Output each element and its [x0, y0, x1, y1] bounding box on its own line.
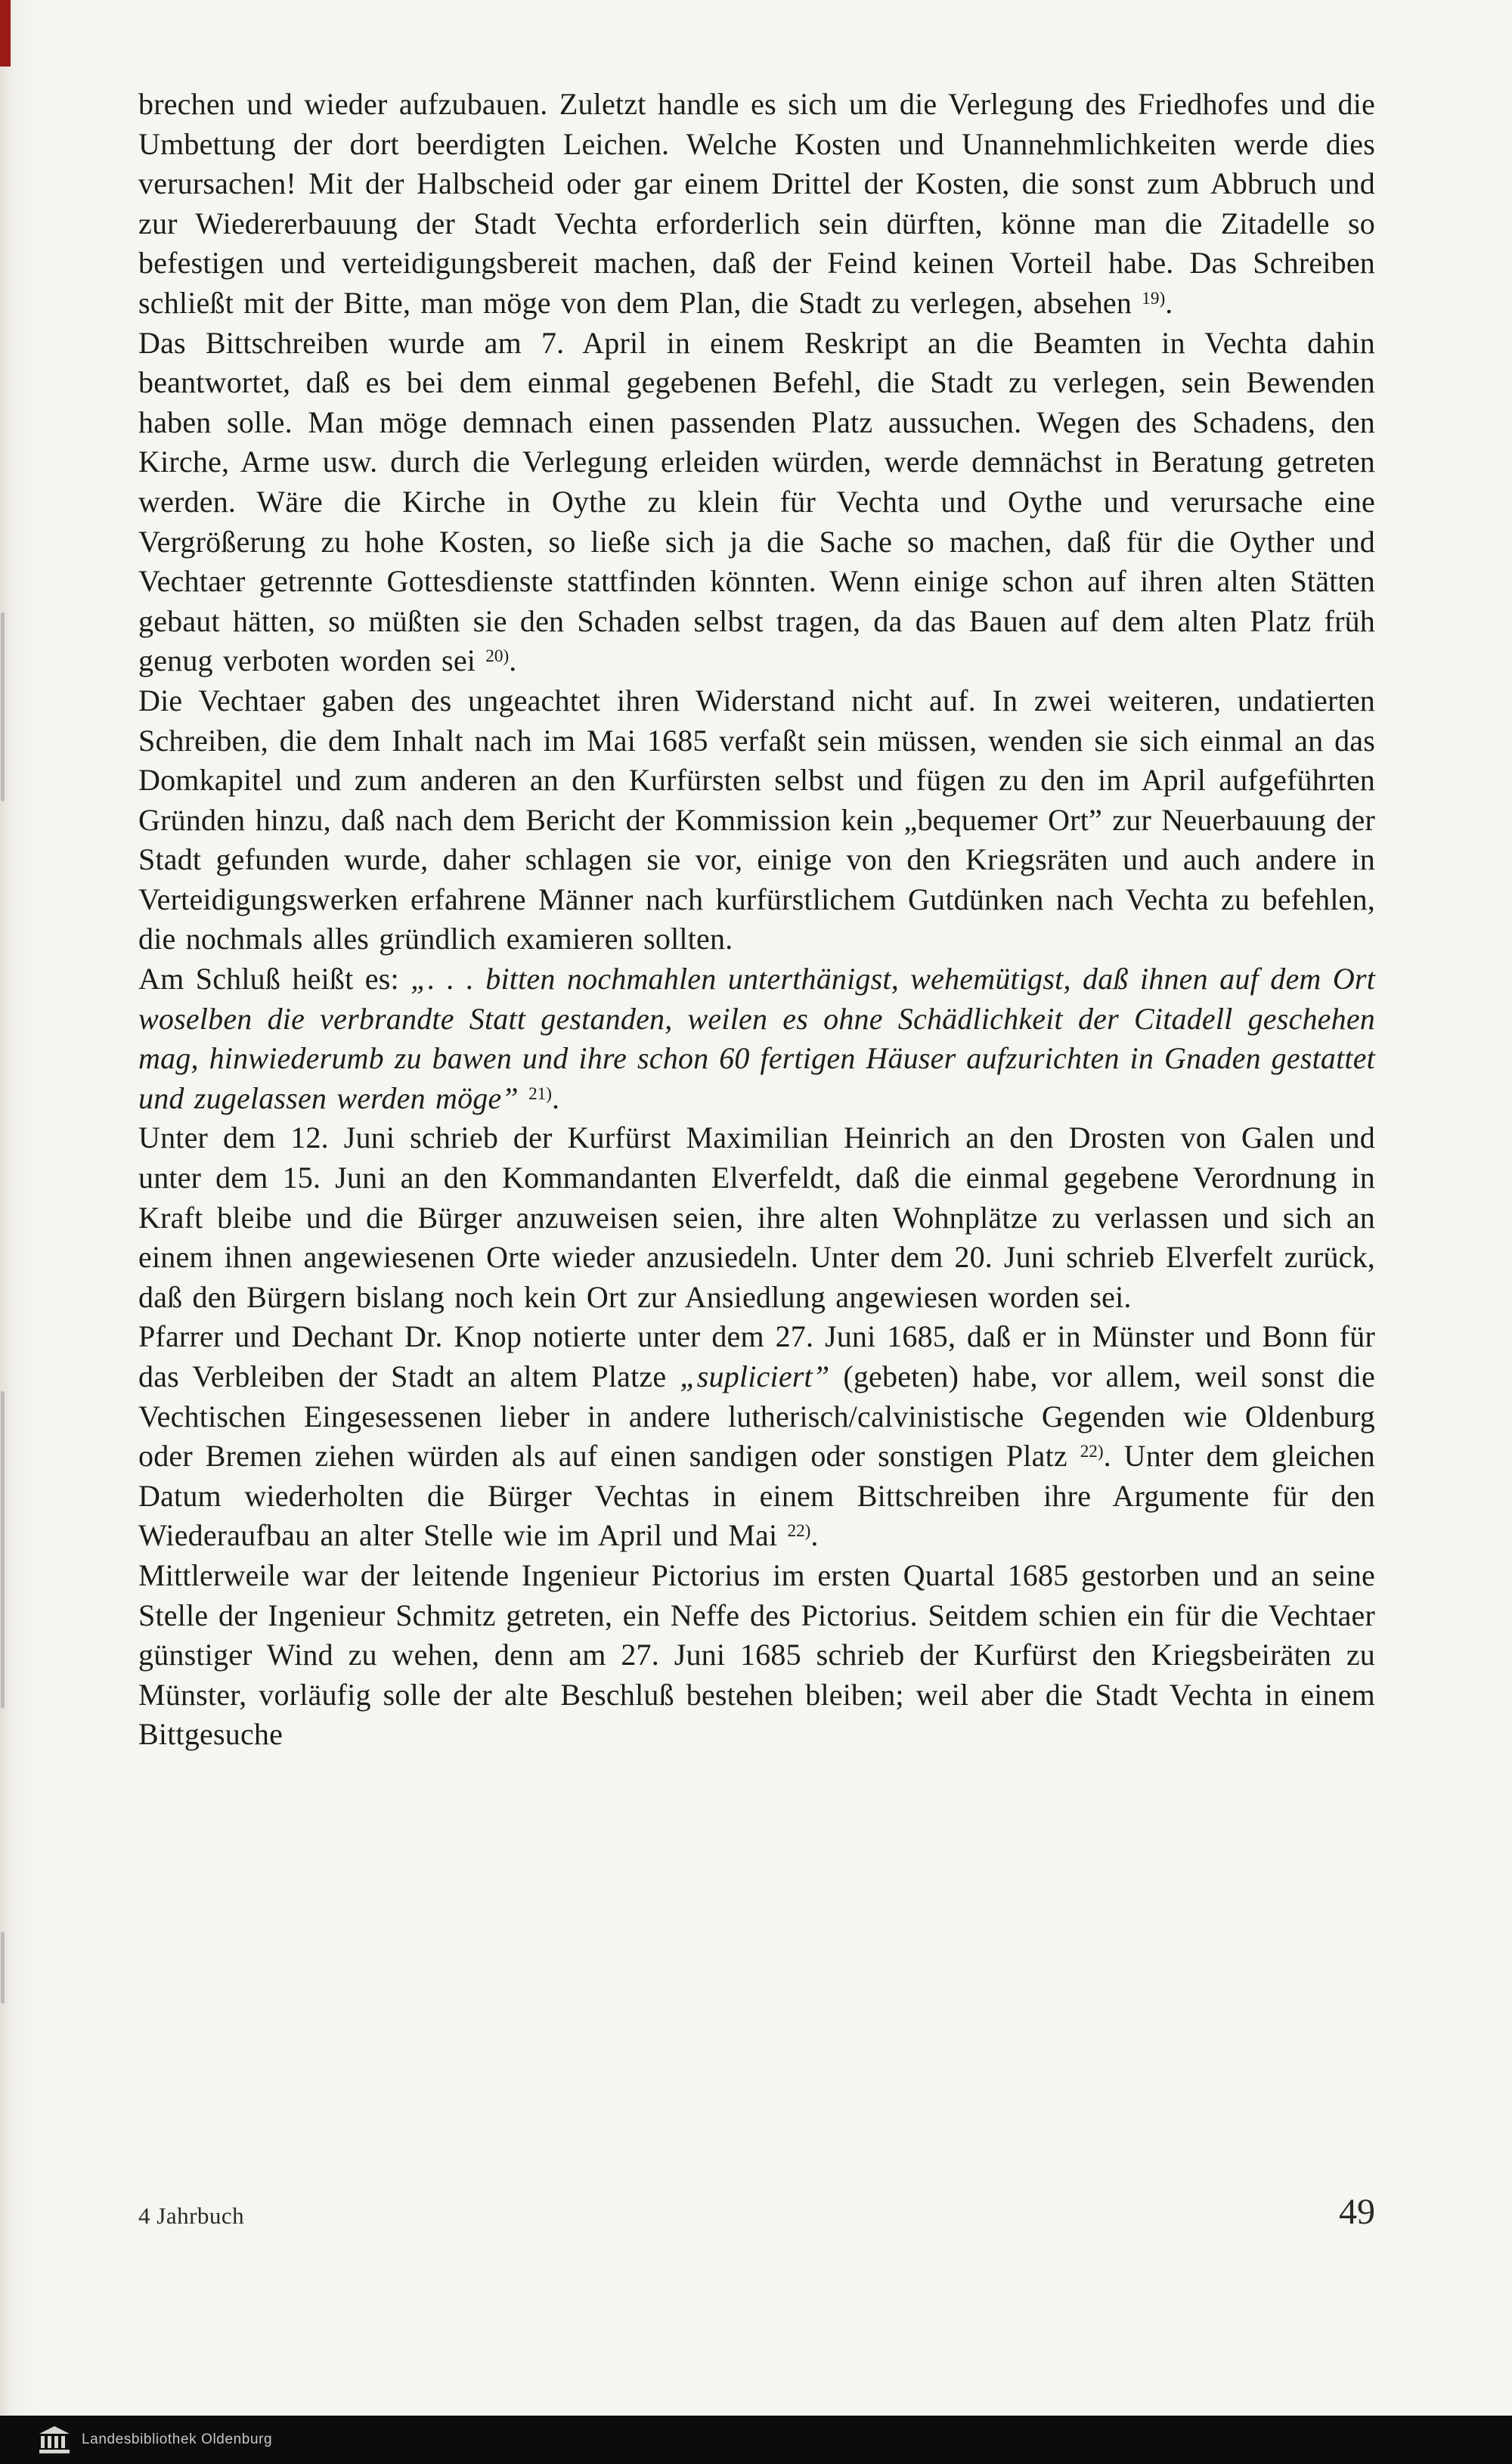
page-number: 49	[1339, 2192, 1375, 2232]
body-text: . Unter dem gleichen Datum wiederholten die Bürger Vechtas in einem Bittschreiben ihre Argumente für den Wiederaufbau an alter Stelle wie im April und Mai	[138, 1439, 1375, 1553]
library-logo-icon	[38, 2425, 71, 2455]
scan-artifact-red	[0, 0, 11, 67]
body-text: brechen und wieder aufzubauen. Zuletzt handle es sich um die Verlegung des Friedhofes und die Umbettung der dort beerdigten Leichen. Welche Kosten und Unannehmlichkeiten werde dies verursachen! Mit der Halbscheid oder gar einem Drittel der Kosten, die sonst zum Abbruch und zur Wiedererbauung der Stadt Vechta erforderlich sein dürften, könne man die Zitadelle so befestigen und verteidigungsbereit machen, daß der Feind keinen Vorteil habe. Das Schreiben schließt mit der Bitte, man möge von dem Plan, die Stadt zu verlegen, absehen	[138, 87, 1375, 320]
body-text: Die Vechtaer gaben des ungeachtet ihren Widerstand nicht auf. In zwei weiteren, undatierten Schreiben, die dem Inhalt nach im Mai 1685 verfaßt sein müssen, wenden sie sich einmal an das Domkapitel und zum anderen an den Kurfürsten selbst und fügen zu den im April aufgeführten Gründen hinzu, daß nach dem Bericht der Kommission kein „bequemer Ort” zur Neuerbauung der Stadt gefunden wurde, daher schlagen sie vor, einige von den Kriegsräten und auch andere in Verteidigungswerken erfahrene Männer nach kurfürstlichem Gutdünken nach Vechta zu befehlen, die nochmals alles gründlich examieren sollten.	[138, 683, 1375, 956]
scan-artifact-smudge	[1, 612, 5, 801]
body-text: .	[509, 643, 517, 678]
body-text: Mittlerweile war der leitende Ingenieur Pictorius im ersten Quartal 1685 gestorben und an seine Stelle der Ingenieur Schmitz getreten, ein Neffe des Pictorius. Seitdem schien ein für die Vechtaer günstiger Wind zu wehen, denn am 27. Juni 1685 schrieb der Kurfürst den Kriegsbeiräten zu Münster, vorläufig solle der alte Beschluß bestehen bleiben; weil aber die Stadt Vechta in einem Bittgesuche	[138, 1557, 1375, 1752]
sheet-signature: 4 Jahrbuch	[138, 2202, 245, 2229]
body-text: Das Bittschreiben wurde am 7. April in einem Reskript an die Beamten in Vechta dahin beantwortet, daß es bei dem einmal gegebenen Befehl, die Stadt zu verlegen, sein Bewenden haben solle. Man möge demnach einen passenden Platz aussuchen. Wegen des Schadens, den Kirche, Arme usw. durch die Verlegung erleiden würden, werde demnächst in Beratung getreten werden. Wäre die Kirche in Oythe zu klein für Vechta und Oythe und verursache eine Vergrößerung zu hohe Kosten, so ließe sich ja die Sache so machen, daß für die Oyther und Vechtaer getrennte Gottesdienste stattfinden könnten. Wenn einige schon auf ihren alten Stätten gebaut hätten, so müßten sie den Schaden selbst tragen, da das Bauen auf dem alten Platz früh genug verboten worden sei	[138, 325, 1375, 678]
scan-artifact-smudge	[1, 1932, 5, 2004]
footnote-ref: 21)	[528, 1083, 552, 1104]
body-text: .	[810, 1518, 819, 1553]
library-bar	[0, 2416, 1512, 2464]
paragraph	[138, 1317, 1375, 1556]
library-label: Landesbibliothek Oldenburg	[82, 2431, 273, 2447]
body-text: (gebeten) habe, vor allem, weil sonst die Vechtischen Eingesessenen lieber in andere lutherisch/calvinistische Gegenden wie Oldenburg oder Bremen ziehen würden als auf einen sandigen oder sonstigen Platz	[138, 1359, 1375, 1474]
body-text: Am Schluß heißt es:	[138, 962, 411, 996]
scan-artifact-smudge	[1, 1391, 5, 1709]
quoted-italic-text: „supliciert”	[680, 1359, 830, 1393]
paragraph	[138, 681, 1375, 959]
footnote-ref: 19)	[1142, 288, 1166, 308]
footnote-ref: 22)	[1080, 1442, 1104, 1462]
text-block	[138, 85, 1375, 1755]
page-footer	[138, 2191, 1375, 2233]
paragraph	[138, 324, 1375, 681]
body-text: .	[552, 1080, 560, 1115]
paragraph	[138, 959, 1375, 1118]
paragraph	[138, 85, 1375, 324]
body-text: .	[1165, 285, 1173, 320]
footnote-ref: 20)	[485, 646, 510, 667]
footnote-ref: 22)	[787, 1521, 811, 1542]
body-text: Pfarrer und Dechant Dr. Knop notierte unter dem 27. Juni 1685, daß er in Münster und Bonn für das Verbleiben der Stadt an altem Platze	[138, 1319, 1375, 1393]
body-text: Unter dem 12. Juni schrieb der Kurfürst Maximilian Heinrich an den Drosten von Galen und unter dem 15. Juni an den Kommandanten Elverfeldt, daß die einmal gegebene Verordnung in Kraft bleibe und die Bürger anzuweisen seien, ihre alten Wohnplätze zu verlassen und sich an einem ihnen angewiesenen Orte wieder anzusiedeln. Unter dem 20. Juni schrieb Elverfelt zurück, daß den Bürgern bislang noch kein Ort zur Ansiedlung angewiesen worden sei.	[138, 1120, 1375, 1314]
paragraph	[138, 1556, 1375, 1755]
quoted-italic-text: „. . . bitten nochmahlen unterthänigst, wehemütigst, daß ihnen auf dem Ort woselben die verbrandte Statt gestanden, weilen es ohne Schädlichkeit der Citadell geschehen mag, hinwiederumb zu bawen und ihre schon 60 fertigen Häuser aufzurichten in Gnaden gestattet und zugelassen werden möge”	[138, 962, 1376, 1115]
paragraph	[138, 1118, 1375, 1317]
